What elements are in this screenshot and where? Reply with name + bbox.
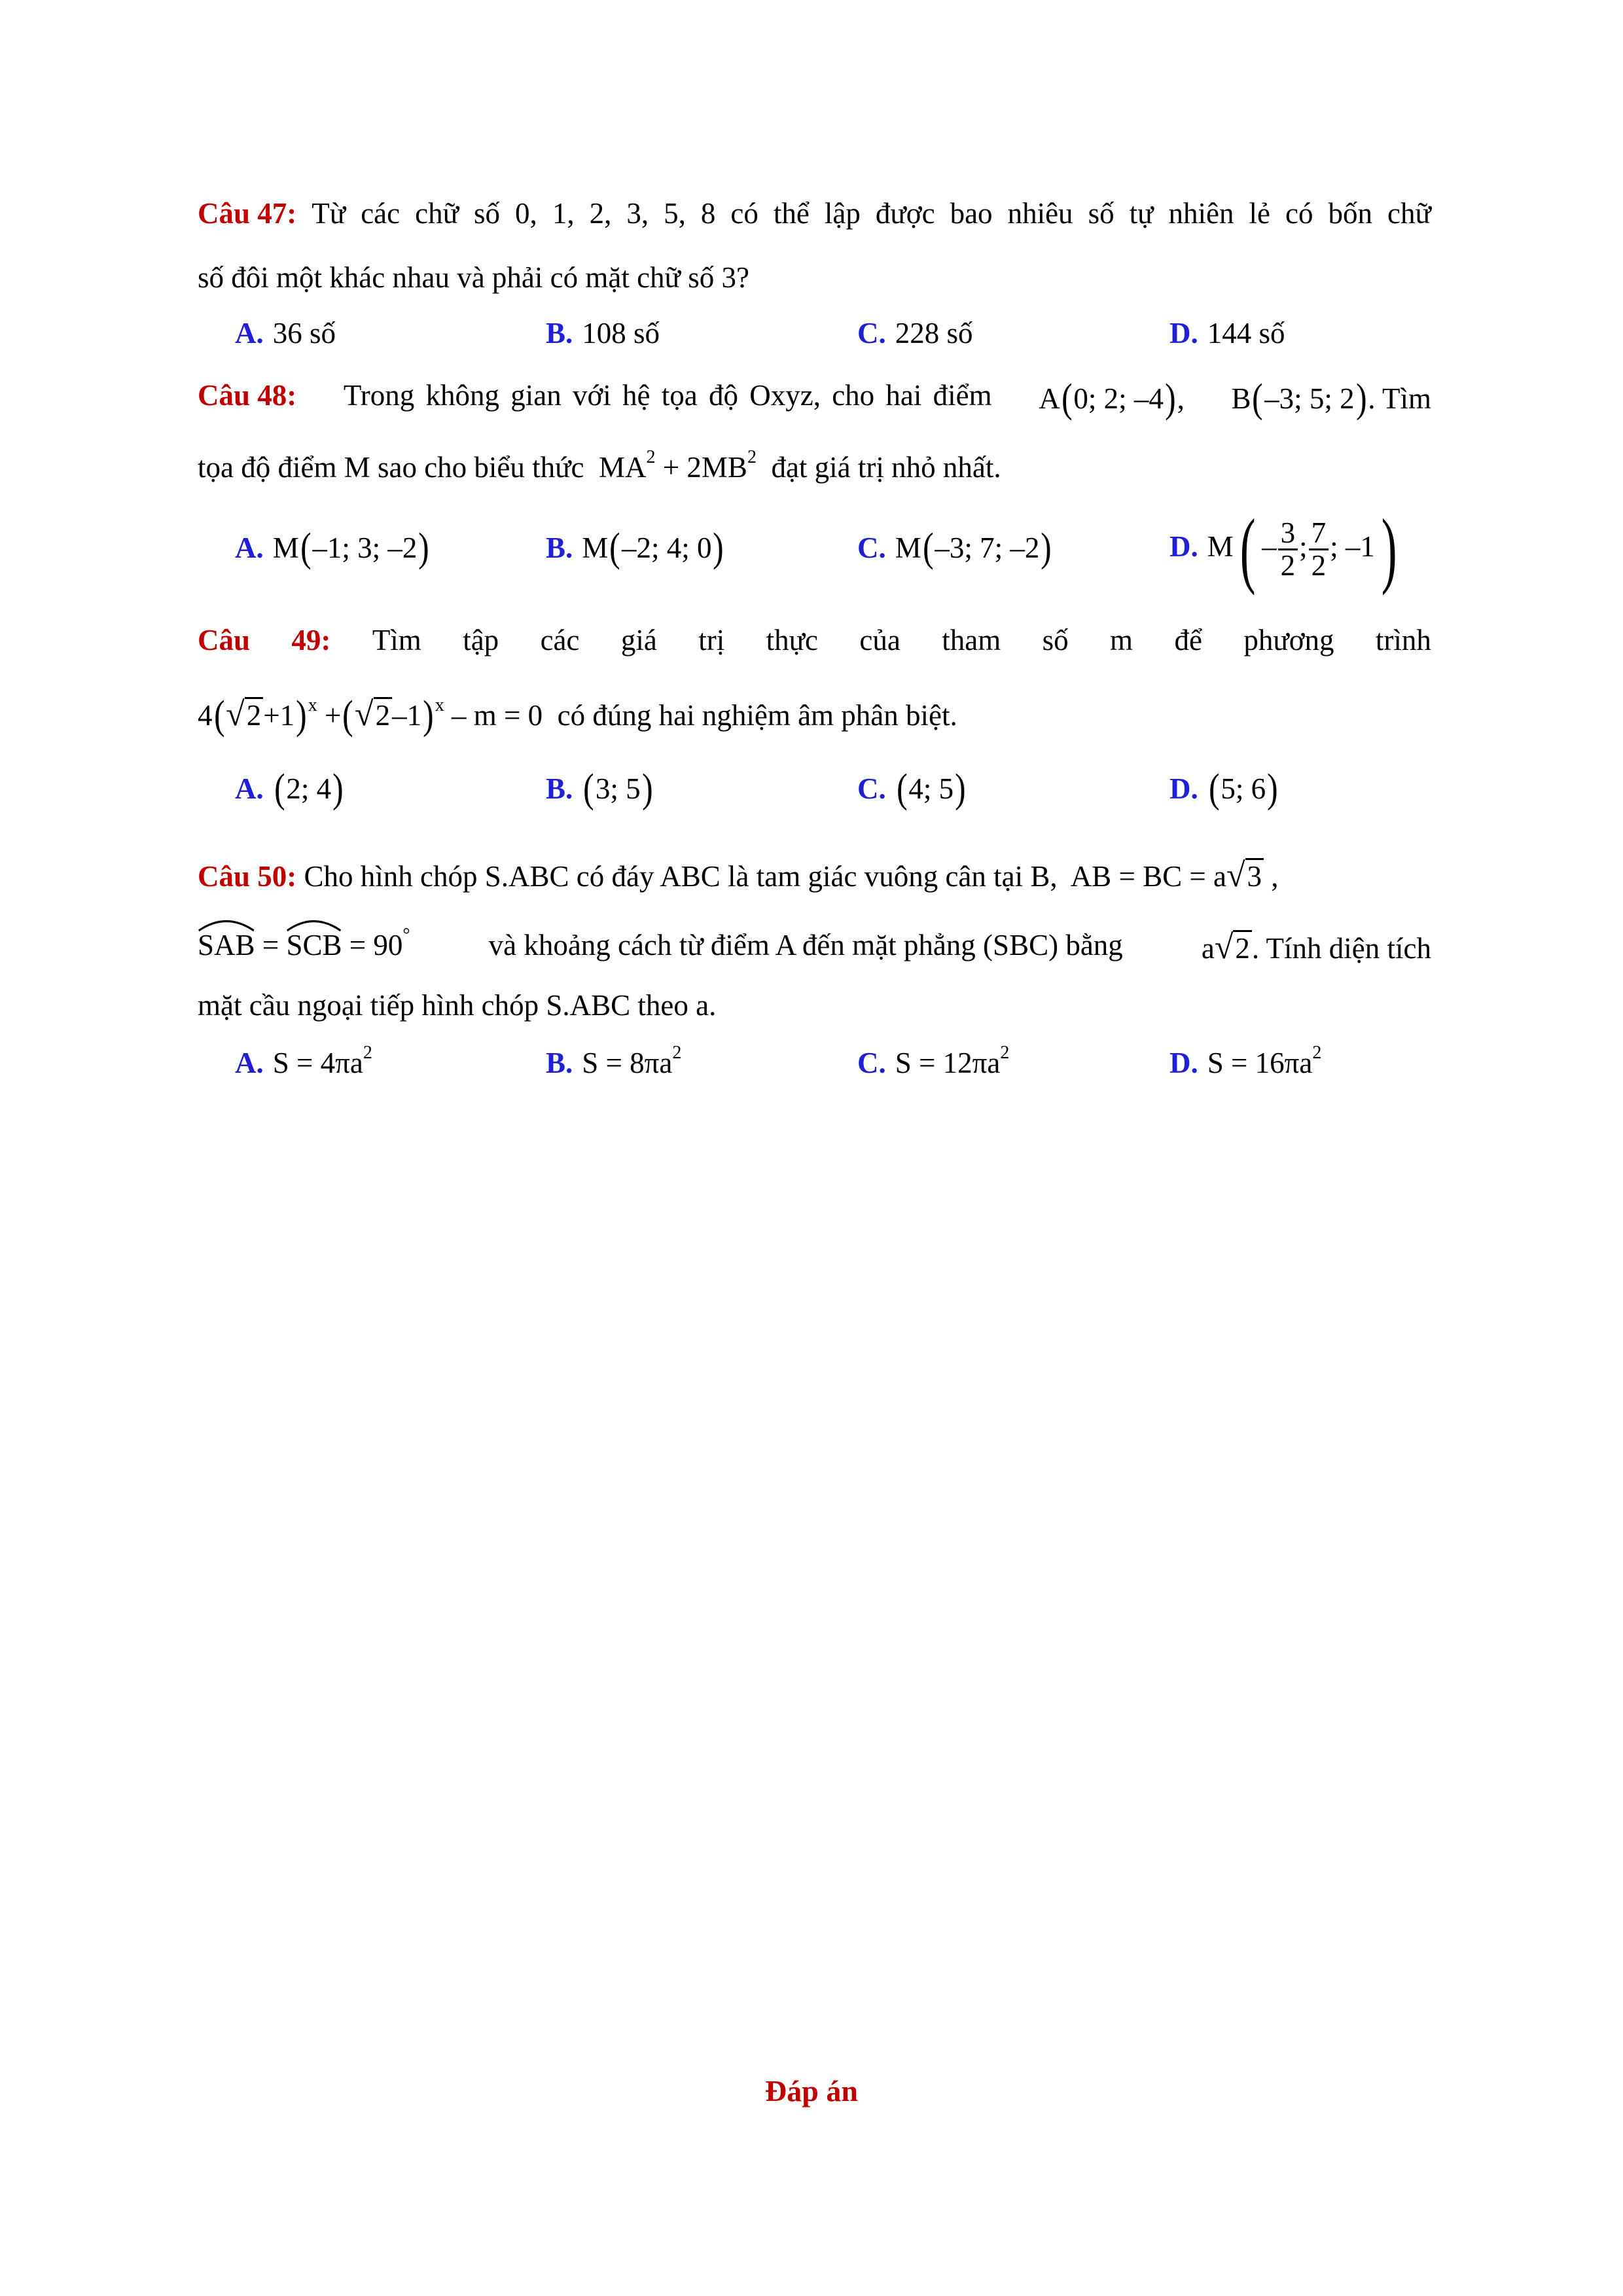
option-interval: 5; 6 <box>1221 772 1266 805</box>
q47-word: Từ <box>312 197 346 230</box>
q47-word: 3, <box>626 197 649 230</box>
q48-option-d[interactable] <box>1169 502 1403 596</box>
q47-word: số <box>1088 197 1115 230</box>
option-coords: –1; 3; –2 <box>312 531 418 564</box>
expr-plus-2mb: + 2MB <box>655 451 747 484</box>
fraction-3-2 <box>1278 518 1298 582</box>
equals-sign: = <box>262 929 279 961</box>
q49-word: số <box>1042 624 1069 656</box>
option-label: B. <box>546 531 573 564</box>
angle-sab-label: SAB <box>198 929 255 961</box>
q47-option-b[interactable] <box>546 316 660 350</box>
q47-word: chữ <box>415 197 459 230</box>
q47-word: lẻ <box>1249 197 1271 230</box>
paren-open: ( <box>274 766 285 811</box>
option-text: 228 số <box>895 317 973 350</box>
option-label: B. <box>546 772 573 805</box>
q48-line2-tail: đạt giá trị nhỏ nhất. <box>771 451 1001 484</box>
q47-label: Câu 47: <box>198 197 297 230</box>
paren-open: ( <box>213 693 225 738</box>
denominator: 2 <box>1311 549 1327 583</box>
sqrt-radicand: 2 <box>1233 930 1252 965</box>
plus-sign: + <box>325 699 342 732</box>
paren-close: ) <box>955 766 966 811</box>
fraction-7-2 <box>1309 518 1329 582</box>
paren-close: ) <box>296 693 307 738</box>
option-text: S = 16πa <box>1207 1047 1313 1079</box>
q50-line2-text: và khoảng cách từ điểm A đến mặt phẳng (SBC) bằng <box>488 929 1123 961</box>
q47-line1 <box>198 196 1431 230</box>
option-label: C. <box>857 772 886 805</box>
q49-word: để <box>1174 624 1202 656</box>
q47-option-a[interactable] <box>235 316 336 350</box>
q50-line1-text: Cho hình chóp S.ABC có đáy ABC là tam giác vuông cân tại B, <box>304 860 1058 893</box>
q49-option-a[interactable] <box>235 768 345 809</box>
option-minus: – <box>1262 530 1277 563</box>
q48-option-c[interactable] <box>857 528 1053 568</box>
q48-option-b[interactable] <box>546 528 725 568</box>
paren-close: ) <box>713 526 724 570</box>
q50-option-b[interactable] <box>546 1043 682 1080</box>
option-interval: 4; 5 <box>908 772 954 805</box>
q49-label-word: Câu <box>198 624 251 656</box>
option-text: S = 12πa <box>895 1047 1001 1079</box>
paren-close: ) <box>1267 766 1278 811</box>
option-tail: ; –1 <box>1330 530 1375 563</box>
exponent-x: x <box>435 695 444 715</box>
q49-word: Tìm <box>372 624 421 656</box>
exponent: 2 <box>646 447 656 467</box>
q49-label-number: 49: <box>291 624 331 656</box>
ab-bc-equals: AB = BC = a <box>1070 860 1226 893</box>
option-point: M <box>582 531 609 564</box>
q47-word: thể <box>773 197 810 230</box>
q49-option-c[interactable] <box>857 768 967 809</box>
option-label: A. <box>235 531 264 564</box>
sqrt-radical: √ <box>1214 929 1234 966</box>
option-interval: 3; 5 <box>595 772 641 805</box>
q47-word: nhiêu <box>1007 197 1073 230</box>
q49-word: phương <box>1243 624 1334 656</box>
point-b-letter: B <box>1231 382 1251 415</box>
point-b-coords: –3; 5; 2 <box>1264 382 1355 415</box>
q49-word: tham <box>942 624 1001 656</box>
angle-scb <box>286 928 342 962</box>
q47-option-c[interactable] <box>857 316 973 350</box>
sqrt-radical: √ <box>355 696 374 733</box>
q50-line2 <box>198 925 1431 967</box>
point-a-coords: 0; 2; –4 <box>1073 382 1164 415</box>
option-label: C. <box>857 531 886 564</box>
degree-sign: ° <box>402 925 410 945</box>
paren-close: ) <box>1381 502 1397 596</box>
point-a-letter: A <box>1039 382 1060 415</box>
q47-word: có <box>1285 197 1313 230</box>
q47-word: số <box>474 197 501 230</box>
q50-line3: mặt cầu ngoại tiếp hình chóp S.ABC theo a. <box>198 989 717 1022</box>
sqrt-radicand: 2 <box>245 697 264 732</box>
minus-m-equals-0: – m = 0 <box>452 699 543 732</box>
option-coords: –3; 7; –2 <box>935 531 1040 564</box>
q48-intro: Trong không gian với hệ tọa độ Oxyz, cho hai điểm <box>343 379 992 412</box>
option-label: C. <box>857 1047 886 1079</box>
q49-line2 <box>198 695 1431 736</box>
q48-line1 <box>198 378 1431 419</box>
q48-point-a: A(0; 2; –4), <box>1039 376 1185 421</box>
q49-word: của <box>859 624 901 656</box>
option-label: D. <box>1169 530 1198 563</box>
q47-word: được <box>875 197 935 230</box>
paren-open: ( <box>342 693 353 738</box>
sqrt-2 <box>355 695 392 734</box>
q47-word: chữ <box>1387 197 1431 230</box>
denominator: 2 <box>1280 549 1296 583</box>
q47-word: có <box>730 197 758 230</box>
option-text: S = 4πa <box>272 1047 363 1079</box>
q49-word: thực <box>766 624 819 656</box>
q47-word: nhiên <box>1168 197 1234 230</box>
q48-option-a[interactable] <box>235 528 431 568</box>
q47-word: bao <box>950 197 993 230</box>
option-label: A. <box>235 1047 264 1079</box>
q50-option-c[interactable] <box>857 1043 1010 1080</box>
q49-word: trị <box>698 624 725 656</box>
exponent: 2 <box>672 1043 682 1063</box>
exponent: 2 <box>747 447 757 467</box>
paren-close: ) <box>1164 376 1176 421</box>
q48-line2-text: tọa độ điểm M sao cho biểu thức <box>198 451 584 484</box>
option-text: 144 số <box>1207 317 1285 350</box>
sqrt-radical: √ <box>226 696 245 733</box>
option-label: B. <box>546 1047 573 1079</box>
q47-line2: số đôi một khác nhau và phải có mặt chữ số 3? <box>198 261 749 294</box>
q48-line2 <box>198 447 1431 484</box>
q48-label: Câu 48: <box>198 379 297 412</box>
q47-word: 1, <box>552 197 575 230</box>
paren-close: ) <box>641 766 653 811</box>
q50-angles <box>198 925 410 967</box>
sqrt-radicand: 2 <box>374 697 393 732</box>
option-text: S = 8πa <box>582 1047 673 1079</box>
option-label: C. <box>857 317 886 350</box>
q49-option-d[interactable] <box>1169 768 1279 809</box>
q47-option-d[interactable] <box>1169 316 1285 350</box>
option-label: D. <box>1169 1047 1198 1079</box>
minus-one: –1 <box>392 699 422 732</box>
sqrt-2 <box>226 695 263 734</box>
q48-expression <box>599 447 757 484</box>
option-label: B. <box>546 317 573 350</box>
paren-open: ( <box>1208 766 1220 811</box>
q49-line2-tail: có đúng hai nghiệm âm phân biệt. <box>557 699 957 732</box>
option-text: 108 số <box>582 317 660 350</box>
q49-word: trình <box>1375 624 1431 656</box>
q47-word: 2, <box>589 197 612 230</box>
option-point: M <box>1207 530 1234 563</box>
option-interval: 2; 4 <box>286 772 332 805</box>
q50-line1 <box>198 856 1431 895</box>
q47-word: bốn <box>1328 197 1373 230</box>
numerator: 7 <box>1309 518 1329 550</box>
q49-word: các <box>540 624 580 656</box>
sqrt-radical: √ <box>1226 857 1245 894</box>
paren-close: ) <box>332 766 344 811</box>
exponent: 2 <box>1000 1043 1010 1063</box>
paren-open: ( <box>1252 376 1264 421</box>
sqrt-radicand: 3 <box>1245 858 1264 893</box>
paren-open: ( <box>583 766 594 811</box>
q48-line1-tail: . Tìm <box>1368 382 1431 415</box>
option-label: D. <box>1169 317 1198 350</box>
exponent: 2 <box>1312 1043 1322 1063</box>
paren-open: ( <box>300 526 312 570</box>
option-coords: –2; 4; 0 <box>621 531 712 564</box>
q47-word: tự <box>1129 197 1154 230</box>
exponent-x: x <box>308 695 317 715</box>
exponent: 2 <box>363 1043 372 1063</box>
q47-word: 0, <box>515 197 537 230</box>
paren-open: ( <box>609 526 620 570</box>
q50-option-a[interactable] <box>235 1043 372 1080</box>
sqrt-2 <box>1215 928 1252 967</box>
q49-equation <box>198 693 543 738</box>
q50-distance <box>1202 928 1431 967</box>
a-letter: a <box>1201 932 1215 965</box>
q49-word: m <box>1110 624 1133 656</box>
coefficient-4: 4 <box>198 699 213 732</box>
q49-word: tập <box>463 624 499 656</box>
angle-value: = 90 <box>349 929 403 961</box>
paren-open: ( <box>1240 502 1256 596</box>
q49-word: giá <box>620 624 657 656</box>
option-point: M <box>895 531 921 564</box>
angle-scb-label: SCB <box>286 929 342 961</box>
option-label: A. <box>235 772 264 805</box>
q50-label: Câu 50: <box>198 860 297 893</box>
q47-word: 5, <box>664 197 686 230</box>
separator: ; <box>1299 530 1308 563</box>
paren-close: ) <box>418 526 430 570</box>
paren-close: ) <box>1041 526 1052 570</box>
paren-open: ( <box>1061 376 1073 421</box>
q50-equation <box>1070 857 1279 894</box>
sqrt-3 <box>1226 856 1264 895</box>
q47-word: 8 <box>700 197 716 230</box>
q50-line2-tail: . Tính diện tích <box>1251 932 1431 965</box>
q48-point-b <box>1231 378 1431 419</box>
q47-word: lập <box>824 197 861 230</box>
paren-close: ) <box>423 693 434 738</box>
paren-open: ( <box>922 526 934 570</box>
comma: , <box>1271 860 1279 893</box>
numerator: 3 <box>1278 518 1298 550</box>
option-label: A. <box>235 317 264 350</box>
option-text: 36 số <box>272 317 336 350</box>
q49-option-b[interactable] <box>546 768 654 809</box>
paren-close: ) <box>1355 376 1367 421</box>
option-label: D. <box>1169 772 1198 805</box>
plus-one: +1 <box>263 699 295 732</box>
answer-heading: Đáp án <box>765 2074 858 2108</box>
q50-option-d[interactable] <box>1169 1043 1322 1080</box>
q47-word: các <box>361 197 401 230</box>
q49-line1 <box>198 623 1431 657</box>
option-point: M <box>272 531 299 564</box>
expr-ma: MA <box>599 451 647 484</box>
paren-open: ( <box>896 766 908 811</box>
angle-sab <box>198 928 255 962</box>
